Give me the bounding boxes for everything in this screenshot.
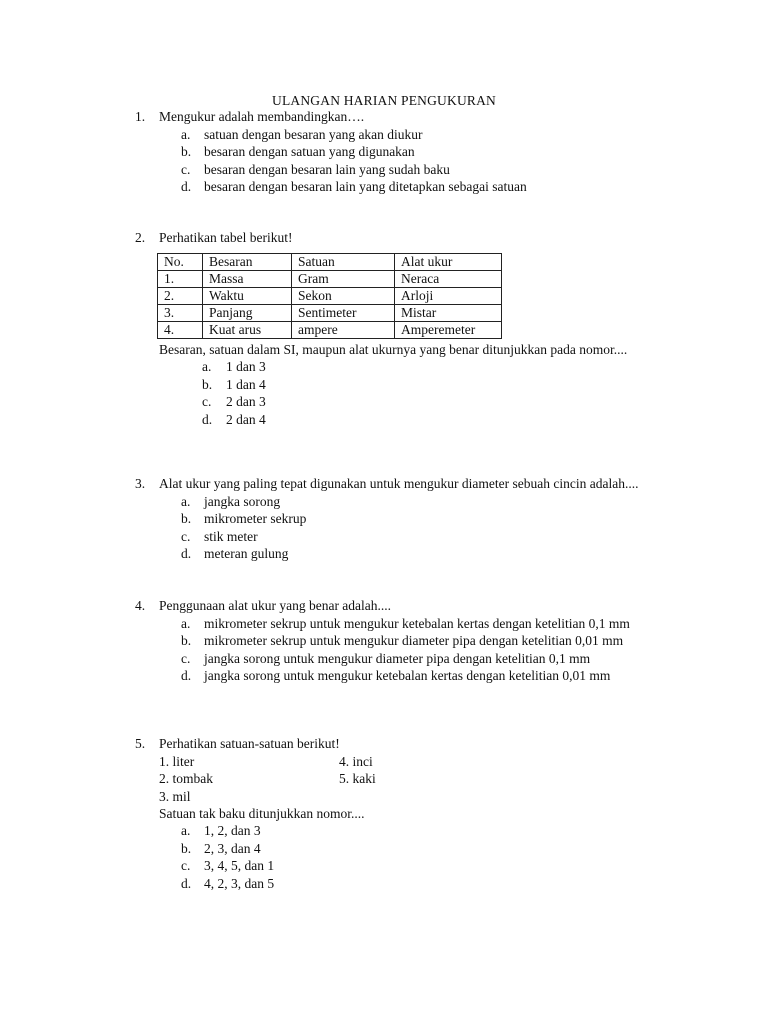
option-a	[159, 358, 665, 376]
option-text: 3, 4, 5, dan 1	[204, 858, 275, 873]
table-header-cell: Besaran	[203, 253, 292, 270]
table-header-row	[158, 253, 502, 270]
table-cell: Kuat arus	[203, 321, 292, 338]
option-letter: c.	[181, 650, 191, 666]
question-prompt: Satuan tak baku ditunjukkan nomor....	[159, 805, 365, 821]
option-b	[159, 143, 665, 161]
option-text: satuan dengan besaran yang akan diukur	[204, 126, 423, 142]
option-c	[159, 161, 665, 179]
option-text: 2 dan 3	[226, 394, 266, 409]
table-cell: Sentimeter	[292, 304, 395, 321]
table-header-cell: Alat ukur	[395, 253, 502, 270]
question-3	[135, 475, 665, 563]
unit-item: 2. tombak	[159, 771, 213, 786]
option-text: meteran gulung	[204, 546, 289, 561]
option-letter: c.	[181, 161, 191, 177]
option-text: jangka sorong	[204, 493, 281, 509]
table-row	[158, 270, 502, 287]
table-cell: 3.	[158, 304, 203, 321]
option-letter: b.	[181, 633, 192, 648]
option-text: besaran dengan besaran lain yang sudah baku	[204, 161, 450, 177]
option-text: 1 dan 4	[226, 376, 266, 392]
table-cell: 4.	[158, 321, 203, 338]
question-number: 1.	[135, 109, 146, 124]
option-text: besaran dengan satuan yang digunakan	[204, 144, 415, 159]
option-a	[159, 822, 665, 840]
table-cell: 2.	[158, 287, 203, 304]
question-text: Mengukur adalah membandingkan….	[159, 109, 365, 124]
question-number: 2.	[135, 230, 146, 245]
option-letter: d.	[181, 668, 192, 683]
option-d	[159, 411, 665, 429]
table-cell: Sekon	[292, 287, 395, 304]
question-prompt: Besaran, satuan dalam SI, maupun alat ukurnya yang benar ditunjukkan pada nomor....	[159, 341, 628, 357]
option-text: 1, 2, dan 3	[204, 823, 261, 838]
question-text: Perhatikan satuan-satuan berikut!	[159, 736, 340, 751]
option-text: stik meter	[204, 528, 258, 544]
option-letter: b.	[181, 840, 192, 856]
option-text: jangka sorong untuk mengukur diameter pipa dengan ketelitian 0,1 mm	[204, 650, 591, 666]
option-b	[159, 510, 665, 528]
option-letter: a.	[202, 359, 212, 374]
question-1	[135, 108, 665, 196]
table-cell: Gram	[292, 270, 395, 287]
page-title: ULANGAN HARIAN PENGUKURAN	[272, 93, 496, 108]
option-letter: a.	[181, 493, 191, 509]
data-table	[157, 253, 502, 339]
option-letter: b.	[181, 144, 192, 159]
unit-list	[159, 753, 665, 805]
option-d	[159, 178, 665, 196]
option-d	[159, 875, 665, 893]
option-b	[159, 632, 665, 650]
option-letter: c.	[181, 858, 191, 873]
table-header-cell: Satuan	[292, 253, 395, 270]
question-text: Penggunaan alat ukur yang benar adalah....	[159, 598, 392, 613]
table-cell: Mistar	[395, 304, 502, 321]
table-cell: Massa	[203, 270, 292, 287]
option-text: 2, 3, dan 4	[204, 840, 261, 856]
option-a	[159, 615, 665, 633]
table-cell: Arloji	[395, 287, 502, 304]
option-letter: d.	[202, 411, 213, 427]
question-number: 5.	[135, 736, 146, 751]
option-letter: d.	[181, 546, 192, 561]
option-c	[159, 857, 665, 875]
option-letter: a.	[181, 615, 191, 631]
option-letter: a.	[181, 126, 191, 142]
option-b	[159, 376, 665, 394]
option-a	[159, 126, 665, 144]
table-cell: Amperemeter	[395, 321, 502, 338]
option-letter: c.	[181, 528, 191, 544]
unit-item: 4. inci	[339, 753, 373, 769]
table-row	[158, 304, 502, 321]
table-cell: Panjang	[203, 304, 292, 321]
question-5	[135, 735, 665, 892]
table-cell: ampere	[292, 321, 395, 338]
option-text: 1 dan 3	[226, 359, 266, 374]
option-a	[159, 493, 665, 511]
table-cell: 1.	[158, 270, 203, 287]
option-text: mikrometer sekrup untuk mengukur ketebalan kertas dengan ketelitian 0,1 mm	[204, 615, 630, 631]
option-text: 2 dan 4	[226, 411, 266, 427]
unit-item: 5. kaki	[339, 771, 376, 786]
option-text: besaran dengan besaran lain yang ditetapkan sebagai satuan	[204, 179, 527, 194]
option-letter: d.	[181, 875, 192, 891]
question-2	[135, 229, 665, 428]
option-letter: d.	[181, 179, 192, 194]
option-letter: c.	[202, 394, 212, 409]
question-4	[135, 597, 665, 685]
table-row	[158, 287, 502, 304]
question-number: 4.	[135, 598, 146, 613]
option-text: mikrometer sekrup	[204, 511, 307, 526]
table-cell: Waktu	[203, 287, 292, 304]
table-header-cell: No.	[158, 253, 203, 270]
option-b	[159, 840, 665, 858]
option-letter: a.	[181, 823, 191, 838]
option-letter: b.	[202, 376, 213, 392]
option-c	[159, 393, 665, 411]
option-d	[159, 545, 665, 563]
unit-item: 1. liter	[159, 753, 195, 769]
option-text: jangka sorong untuk mengukur ketebalan kertas dengan ketelitian 0,01 mm	[204, 668, 611, 683]
option-c	[159, 650, 665, 668]
unit-item: 3. mil	[159, 788, 191, 804]
option-text: 4, 2, 3, dan 5	[204, 875, 275, 891]
table-row	[158, 321, 502, 338]
question-text: Alat ukur yang paling tepat digunakan untuk mengukur diameter sebuah cincin adalah....	[159, 476, 639, 491]
question-text: Perhatikan tabel berikut!	[159, 230, 293, 245]
option-text: mikrometer sekrup untuk mengukur diameter pipa dengan ketelitian 0,01 mm	[204, 633, 624, 648]
question-number: 3.	[135, 476, 146, 491]
table-cell: Neraca	[395, 270, 502, 287]
option-letter: b.	[181, 511, 192, 526]
option-d	[159, 667, 665, 685]
option-c	[159, 528, 665, 546]
